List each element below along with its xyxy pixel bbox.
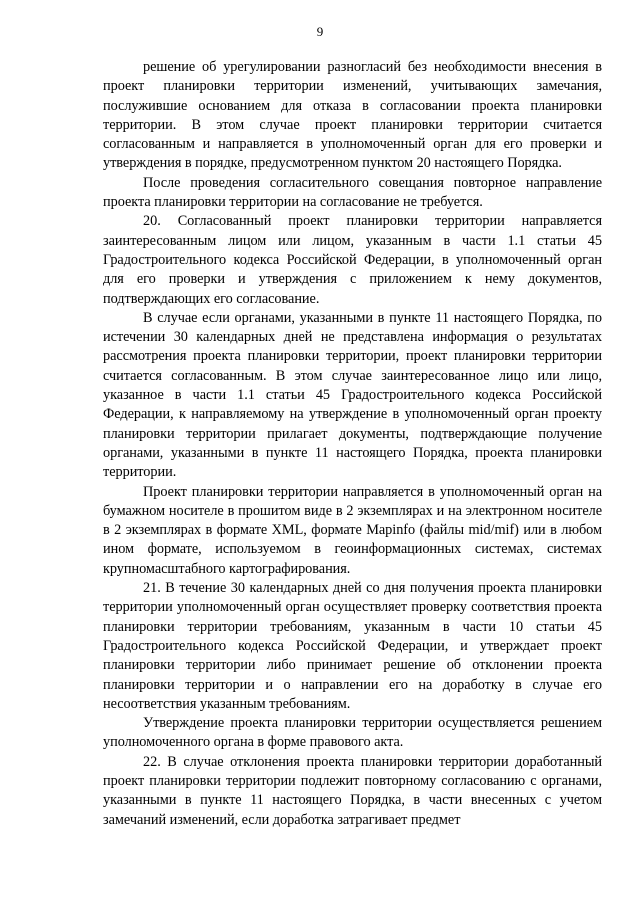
paragraph-conciliation-meeting: После проведения согласительного совещания повторное направление проекта планировки территории на согласование не требуется. (103, 174, 602, 211)
paragraph-clause-20: 20. Согласованный проект планировки территории направляется заинтересованным лицом или лицом, указанным в части 1.1 статьи 45 Градостроительного кодекса Российской Федерации, в уполномоченный орган для его проверки и утверждения с приложением к нему документов, подтверждающих его согласование. (103, 213, 602, 307)
paragraph-clause-22: 22. В случае отклонения проекта планировки территории доработанный проект планировки территории подлежит повторному согласованию с органами, указанными в пункте 11 настоящего Порядка, в части внесенных с учетом замечаний изменений, если доработка затрагивает предмет (103, 753, 602, 828)
paragraph-clause-20-format: Проект планировки территории направляется в уполномоченный орган на бумажном носителе в прошитом виде в 2 экземплярах и на электронном носителе в 2 экземплярах в формате XML, формате Mapinfo (файлы mid/mif) или в любом ином формате, используемом в геоинформационных системах, системах крупномасштабного картографирования. (103, 483, 602, 577)
document-body (103, 58, 602, 830)
paragraph-clause-21: 21. В течение 30 календарных дней со дня получения проекта планировки территории уполномоченный орган осуществляет проверку соответствия проекта планировки территории требованиям, указанным в части 10 статьи 45 Градостроительного кодекса Российской Федерации, и утверждает проект планировки территории либо принимает решение об отклонении проекта планировки территории и о направлении его на доработку в случае его несоответствия указанным требованиям. (103, 580, 602, 712)
paragraph-continuation: решение об урегулировании разногласий без необходимости внесения в проект планировки территории изменений, учитывающих замечания, послужившие основанием для отказа в согласовании проекта планировки территории. В этом случае проект планировки территории считается согласованным и направляется в уполномоченный орган для его проверки и утверждения в порядке, предусмотренном пунктом 20 настоящего Порядка. (103, 59, 602, 172)
page-number: 9 (316, 24, 324, 39)
paragraph-clause-21-approval: Утверждение проекта планировки территории осуществляется решением уполномоченного органа в форме правового акта. (103, 715, 602, 751)
paragraph-clause-20-deemed-approved: В случае если органами, указанными в пункте 11 настоящего Порядка, по истечении 30 календарных дней не представлена информация о результатах рассмотрения проекта планировки территории, проект планировки территории считается согласованным. В этом случае заинтересованное лицо или лицо, указанное в части 1.1 статьи 45 Градостроительного кодекса Российской Федерации, к направляемому на утверждение в уполномоченный орган проекту планировки территории прилагает документы, подтверждающие получение органами, указанными в пункте 11 настоящего Порядка, проекта планировки территории. (103, 309, 602, 481)
